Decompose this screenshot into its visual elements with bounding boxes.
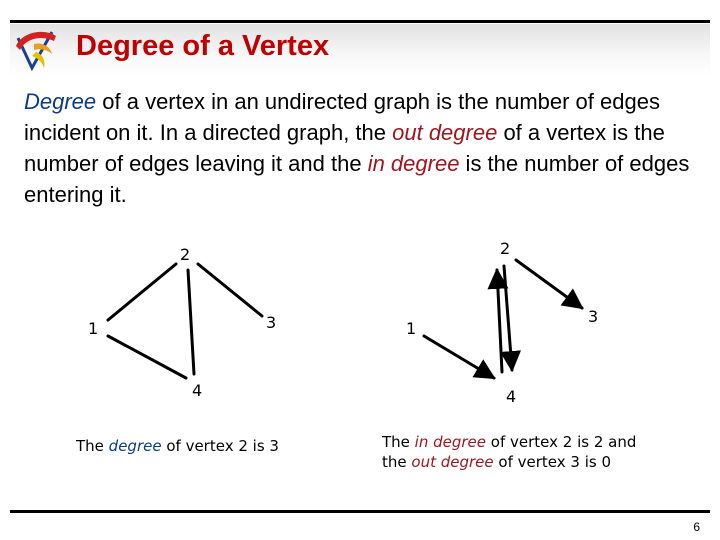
edge-2-to-3 (516, 260, 582, 308)
page-number: 6 (693, 520, 700, 534)
caption-d1-post: of vertex 2 is 2 and (486, 433, 637, 451)
undirected-edges (108, 264, 262, 378)
d-vertex-3: 3 (588, 307, 599, 326)
term-in-degree: in degree (367, 151, 460, 176)
d-vertex-2: 2 (500, 239, 511, 258)
intro-text-2: of a vertex is the number of edges leaving it and the (24, 120, 665, 176)
undirected-caption (76, 436, 279, 456)
d-vertex-1: 1 (406, 319, 417, 338)
caption-d2-pre: the (382, 453, 412, 471)
edge-1-4 (108, 336, 186, 378)
edge-2-3 (198, 264, 262, 316)
caption-u-post: of vertex 2 is 3 (161, 437, 279, 455)
intro-text-3: is the number of edges entering it. (24, 151, 690, 207)
u-vertex-3: 3 (266, 313, 277, 332)
directed-caption-line-2 (382, 452, 636, 472)
u-vertex-2: 2 (180, 245, 191, 264)
edge-2-to-4 (504, 266, 512, 370)
term-degree: Degree (24, 89, 97, 114)
intro-text-1: of a vertex in an undirected graph is the number of edges incident on it. In a directed graph, the (24, 89, 660, 145)
caption-d1-term: in degree (414, 433, 487, 451)
term-out-degree: out degree (392, 120, 498, 145)
d-vertex-4: 4 (506, 387, 517, 406)
edge-2-4 (188, 270, 194, 374)
caption-d2-term: out degree (411, 453, 494, 471)
caption-d1-pre: The (382, 433, 415, 451)
bottom-rule (10, 510, 710, 513)
caption-u-term: degree (108, 437, 162, 455)
edge-1-to-4 (424, 336, 494, 378)
u-vertex-1: 1 (88, 319, 99, 338)
caption-u-pre: The (76, 437, 109, 455)
directed-caption-line-1 (382, 432, 636, 452)
page-title: Degree of a Vertex (76, 30, 330, 62)
directed-caption (382, 432, 636, 472)
edge-2-1 (108, 264, 176, 320)
u-vertex-4: 4 (192, 381, 203, 400)
directed-edges (424, 260, 582, 378)
edge-4-to-2 (497, 270, 502, 372)
caption-d2-post: of vertex 3 is 0 (493, 453, 611, 471)
